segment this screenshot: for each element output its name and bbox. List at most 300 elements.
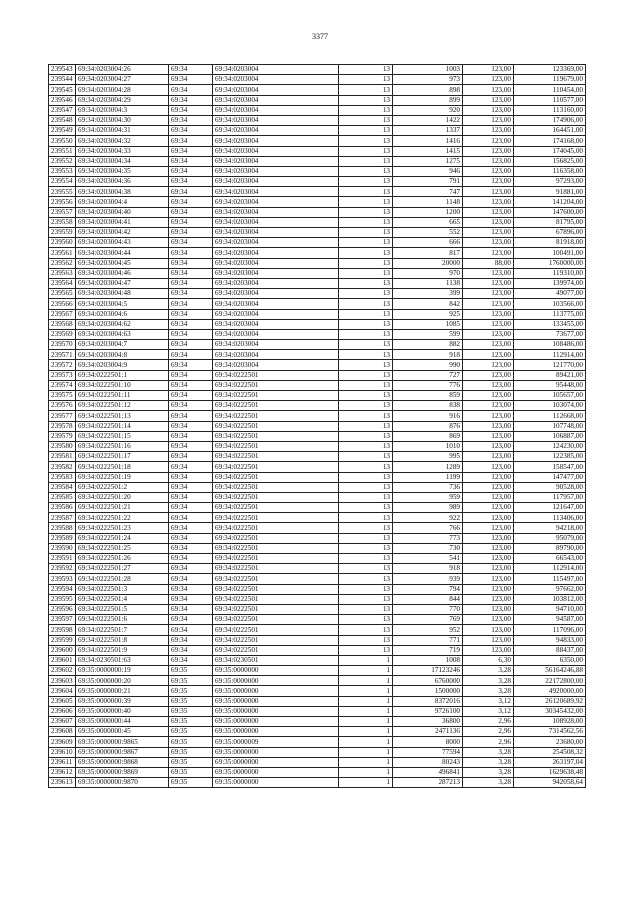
rate-cell: 123,00 bbox=[463, 523, 514, 533]
area-cell: 727 bbox=[393, 370, 463, 380]
cadastral-quarter-cell: 69:34:0222501 bbox=[213, 370, 339, 380]
cadastral-value-cell: 30345432,00 bbox=[514, 706, 586, 716]
cadastral-number-cell: 69:34:0222501:9 bbox=[76, 645, 169, 655]
rate-cell: 123,00 bbox=[463, 329, 514, 339]
cadastral-quarter-cell: 69:34:0203004 bbox=[213, 115, 339, 125]
cadastral-number-cell: 69:34:0203004:47 bbox=[76, 278, 169, 288]
area-cell: 719 bbox=[393, 645, 463, 655]
district-code-cell: 69:34 bbox=[169, 75, 213, 85]
district-code-cell: 69:34 bbox=[169, 391, 213, 401]
cadastral-number-cell: 69:35:0000000:20 bbox=[76, 676, 169, 686]
area-cell: 80243 bbox=[393, 757, 463, 767]
cadastral-number-cell: 69:34:0203004:3 bbox=[76, 105, 169, 115]
area-cell: 859 bbox=[393, 391, 463, 401]
cadastral-quarter-cell: 69:34:0222501 bbox=[213, 462, 339, 472]
table-row bbox=[49, 543, 586, 553]
category-cell: 13 bbox=[339, 625, 393, 635]
row-id-cell: 239555 bbox=[49, 187, 76, 197]
rate-cell: 2,96 bbox=[463, 717, 514, 727]
cadastral-value-cell: 26120689,92 bbox=[514, 696, 586, 706]
area-cell: 838 bbox=[393, 401, 463, 411]
cadastral-number-cell: 69:34:0203004:35 bbox=[76, 166, 169, 176]
district-code-cell: 69:34 bbox=[169, 482, 213, 492]
cadastral-value-cell: 81918,00 bbox=[514, 238, 586, 248]
category-cell: 13 bbox=[339, 615, 393, 625]
cadastral-number-cell: 69:34:0222501:5 bbox=[76, 604, 169, 614]
table-row bbox=[49, 197, 586, 207]
area-cell: 769 bbox=[393, 615, 463, 625]
rate-cell: 123,00 bbox=[463, 543, 514, 553]
rate-cell: 123,00 bbox=[463, 462, 514, 472]
district-code-cell: 69:34 bbox=[169, 197, 213, 207]
area-cell: 869 bbox=[393, 431, 463, 441]
rate-cell: 3,28 bbox=[463, 757, 514, 767]
cadastral-number-cell: 69:34:0222501:7 bbox=[76, 625, 169, 635]
row-id-cell: 239584 bbox=[49, 482, 76, 492]
cadastral-number-cell: 69:34:0203004:62 bbox=[76, 319, 169, 329]
cadastral-number-cell: 69:35:0000000:9867 bbox=[76, 747, 169, 757]
cadastral-quarter-cell: 69:35:0000000 bbox=[213, 727, 339, 737]
cadastral-quarter-cell: 69:34:0203004 bbox=[213, 350, 339, 360]
district-code-cell: 69:34 bbox=[169, 543, 213, 553]
cadastral-number-cell: 69:34:0222501:21 bbox=[76, 503, 169, 513]
district-code-cell: 69:34 bbox=[169, 604, 213, 614]
cadastral-value-cell: 147600,00 bbox=[514, 207, 586, 217]
cadastral-quarter-cell: 69:35:0000000 bbox=[213, 747, 339, 757]
cadastral-value-cell: 81795,00 bbox=[514, 217, 586, 227]
cadastral-quarter-cell: 69:34:0222501 bbox=[213, 543, 339, 553]
category-cell: 13 bbox=[339, 187, 393, 197]
area-cell: 973 bbox=[393, 75, 463, 85]
district-code-cell: 69:34 bbox=[169, 248, 213, 258]
area-cell: 995 bbox=[393, 452, 463, 462]
cadastral-number-cell: 69:34:0203004:8 bbox=[76, 350, 169, 360]
area-cell: 541 bbox=[393, 554, 463, 564]
cadastral-quarter-cell: 69:35:0000000 bbox=[213, 676, 339, 686]
cadastral-value-cell: 174906,00 bbox=[514, 115, 586, 125]
cadastral-quarter-cell: 69:35:0000000 bbox=[213, 767, 339, 777]
area-cell: 899 bbox=[393, 95, 463, 105]
cadastral-number-cell: 69:34:0222501:16 bbox=[76, 441, 169, 451]
cadastral-number-cell: 69:34:0222501:28 bbox=[76, 574, 169, 584]
rate-cell: 123,00 bbox=[463, 625, 514, 635]
cadastral-value-cell: 88437,00 bbox=[514, 645, 586, 655]
district-code-cell: 69:34 bbox=[169, 533, 213, 543]
cadastral-value-cell: 123369,00 bbox=[514, 65, 586, 75]
table-row bbox=[49, 564, 586, 574]
category-cell: 13 bbox=[339, 554, 393, 564]
cadastral-quarter-cell: 69:34:0222501 bbox=[213, 635, 339, 645]
cadastral-number-cell: 69:34:0222501:17 bbox=[76, 452, 169, 462]
cadastral-value-cell: 139974,00 bbox=[514, 278, 586, 288]
area-cell: 1085 bbox=[393, 319, 463, 329]
cadastral-number-cell: 69:34:0203004:32 bbox=[76, 136, 169, 146]
category-cell: 13 bbox=[339, 238, 393, 248]
rate-cell: 123,00 bbox=[463, 401, 514, 411]
cadastral-number-cell: 69:34:0222501:4 bbox=[76, 594, 169, 604]
district-code-cell: 69:34 bbox=[169, 299, 213, 309]
area-cell: 773 bbox=[393, 533, 463, 543]
area-cell: 6760000 bbox=[393, 676, 463, 686]
cadastral-quarter-cell: 69:34:0203004 bbox=[213, 217, 339, 227]
category-cell: 13 bbox=[339, 584, 393, 594]
area-cell: 876 bbox=[393, 421, 463, 431]
table-row bbox=[49, 401, 586, 411]
cadastral-value-cell: 113406,00 bbox=[514, 513, 586, 523]
category-cell: 13 bbox=[339, 594, 393, 604]
area-cell: 665 bbox=[393, 217, 463, 227]
rate-cell: 3,28 bbox=[463, 666, 514, 676]
cadastral-value-cell: 117096,00 bbox=[514, 625, 586, 635]
district-code-cell: 69:35 bbox=[169, 757, 213, 767]
rate-cell: 123,00 bbox=[463, 197, 514, 207]
cadastral-value-cell: 116358,00 bbox=[514, 166, 586, 176]
row-id-cell: 239604 bbox=[49, 686, 76, 696]
category-cell: 1 bbox=[339, 757, 393, 767]
row-id-cell: 239549 bbox=[49, 126, 76, 136]
row-id-cell: 239595 bbox=[49, 594, 76, 604]
cadastral-value-cell: 91881,00 bbox=[514, 187, 586, 197]
rate-cell: 3,28 bbox=[463, 676, 514, 686]
category-cell: 13 bbox=[339, 401, 393, 411]
cadastral-value-cell: 164451,00 bbox=[514, 126, 586, 136]
cadastral-number-cell: 69:34:0222501:18 bbox=[76, 462, 169, 472]
area-cell: 952 bbox=[393, 625, 463, 635]
area-cell: 77594 bbox=[393, 747, 463, 757]
category-cell: 13 bbox=[339, 503, 393, 513]
rate-cell: 123,00 bbox=[463, 156, 514, 166]
cadastral-number-cell: 69:34:0203004:31 bbox=[76, 126, 169, 136]
rate-cell: 3,28 bbox=[463, 778, 514, 788]
rate-cell: 123,00 bbox=[463, 115, 514, 125]
cadastral-quarter-cell: 69:34:0203004 bbox=[213, 340, 339, 350]
row-id-cell: 239554 bbox=[49, 177, 76, 187]
row-id-cell: 239573 bbox=[49, 370, 76, 380]
cadastral-number-cell: 69:34:0203004:30 bbox=[76, 115, 169, 125]
table-row bbox=[49, 248, 586, 258]
cadastral-quarter-cell: 69:35:0000000 bbox=[213, 706, 339, 716]
row-id-cell: 239559 bbox=[49, 228, 76, 238]
table-row bbox=[49, 503, 586, 513]
cadastral-quarter-cell: 69:35:0000009 bbox=[213, 737, 339, 747]
category-cell: 13 bbox=[339, 177, 393, 187]
category-cell: 13 bbox=[339, 75, 393, 85]
area-cell: 791 bbox=[393, 177, 463, 187]
district-code-cell: 69:35 bbox=[169, 676, 213, 686]
row-id-cell: 239597 bbox=[49, 615, 76, 625]
table-row bbox=[49, 380, 586, 390]
table-row bbox=[49, 696, 586, 706]
cadastral-value-cell: 103074,00 bbox=[514, 401, 586, 411]
table-row bbox=[49, 370, 586, 380]
cadastral-quarter-cell: 69:34:0203004 bbox=[213, 177, 339, 187]
area-cell: 918 bbox=[393, 564, 463, 574]
cadastral-value-cell: 122385,00 bbox=[514, 452, 586, 462]
cadastral-number-cell: 69:34:0203004:5 bbox=[76, 299, 169, 309]
cadastral-quarter-cell: 69:35:0000000 bbox=[213, 666, 339, 676]
row-id-cell: 239598 bbox=[49, 625, 76, 635]
category-cell: 13 bbox=[339, 197, 393, 207]
category-cell: 13 bbox=[339, 441, 393, 451]
row-id-cell: 239591 bbox=[49, 554, 76, 564]
cadastral-number-cell: 69:34:0203004:27 bbox=[76, 75, 169, 85]
row-id-cell: 239563 bbox=[49, 268, 76, 278]
district-code-cell: 69:35 bbox=[169, 747, 213, 757]
cadastral-quarter-cell: 69:34:0222501 bbox=[213, 625, 339, 635]
cadastral-number-cell: 69:34:0222501:20 bbox=[76, 492, 169, 502]
rate-cell: 2,96 bbox=[463, 737, 514, 747]
cadastral-value-cell: 97293,00 bbox=[514, 177, 586, 187]
cadastral-quarter-cell: 69:35:0000000 bbox=[213, 686, 339, 696]
category-cell: 13 bbox=[339, 604, 393, 614]
cadastral-value-cell: 263197,04 bbox=[514, 757, 586, 767]
cadastral-value-cell: 107748,00 bbox=[514, 421, 586, 431]
row-id-cell: 239593 bbox=[49, 574, 76, 584]
area-cell: 8372016 bbox=[393, 696, 463, 706]
table-row bbox=[49, 676, 586, 686]
row-id-cell: 239576 bbox=[49, 401, 76, 411]
cadastral-number-cell: 69:34:0203004:28 bbox=[76, 85, 169, 95]
district-code-cell: 69:34 bbox=[169, 156, 213, 166]
row-id-cell: 239560 bbox=[49, 238, 76, 248]
category-cell: 13 bbox=[339, 543, 393, 553]
district-code-cell: 69:34 bbox=[169, 401, 213, 411]
rate-cell: 123,00 bbox=[463, 482, 514, 492]
table-row bbox=[49, 95, 586, 105]
category-cell: 13 bbox=[339, 421, 393, 431]
cadastral-value-cell: 113160,00 bbox=[514, 105, 586, 115]
area-cell: 20000 bbox=[393, 258, 463, 268]
cadastral-quarter-cell: 69:34:0222501 bbox=[213, 615, 339, 625]
table-row bbox=[49, 187, 586, 197]
area-cell: 8000 bbox=[393, 737, 463, 747]
category-cell: 13 bbox=[339, 391, 393, 401]
cadastral-number-cell: 69:34:0222501:3 bbox=[76, 584, 169, 594]
cadastral-value-cell: 94587,00 bbox=[514, 615, 586, 625]
category-cell: 13 bbox=[339, 452, 393, 462]
row-id-cell: 239599 bbox=[49, 635, 76, 645]
district-code-cell: 69:34 bbox=[169, 441, 213, 451]
rate-cell: 123,00 bbox=[463, 533, 514, 543]
row-id-cell: 239610 bbox=[49, 747, 76, 757]
row-id-cell: 239552 bbox=[49, 156, 76, 166]
rate-cell: 123,00 bbox=[463, 95, 514, 105]
table-row bbox=[49, 258, 586, 268]
cadastral-value-cell: 89421,00 bbox=[514, 370, 586, 380]
category-cell: 13 bbox=[339, 482, 393, 492]
row-id-cell: 239551 bbox=[49, 146, 76, 156]
rate-cell: 123,00 bbox=[463, 248, 514, 258]
table-row bbox=[49, 767, 586, 777]
rate-cell: 123,00 bbox=[463, 370, 514, 380]
cadastral-quarter-cell: 69:34:0203004 bbox=[213, 299, 339, 309]
rate-cell: 123,00 bbox=[463, 75, 514, 85]
district-code-cell: 69:34 bbox=[169, 645, 213, 655]
rate-cell: 123,00 bbox=[463, 187, 514, 197]
rate-cell: 123,00 bbox=[463, 268, 514, 278]
row-id-cell: 239578 bbox=[49, 421, 76, 431]
category-cell: 13 bbox=[339, 228, 393, 238]
area-cell: 2471136 bbox=[393, 727, 463, 737]
rate-cell: 123,00 bbox=[463, 615, 514, 625]
district-code-cell: 69:35 bbox=[169, 666, 213, 676]
category-cell: 13 bbox=[339, 319, 393, 329]
table-row bbox=[49, 666, 586, 676]
table-row bbox=[49, 136, 586, 146]
table-row bbox=[49, 727, 586, 737]
rate-cell: 123,00 bbox=[463, 513, 514, 523]
cadastral-value-cell: 112914,00 bbox=[514, 350, 586, 360]
row-id-cell: 239575 bbox=[49, 391, 76, 401]
area-cell: 730 bbox=[393, 543, 463, 553]
row-id-cell: 239574 bbox=[49, 380, 76, 390]
table-row bbox=[49, 533, 586, 543]
cadastral-quarter-cell: 69:34:0203004 bbox=[213, 146, 339, 156]
table-row bbox=[49, 85, 586, 95]
row-id-cell: 239608 bbox=[49, 727, 76, 737]
rate-cell: 3,12 bbox=[463, 696, 514, 706]
district-code-cell: 69:34 bbox=[169, 126, 213, 136]
cadastral-number-cell: 69:34:0222501:6 bbox=[76, 615, 169, 625]
cadastral-number-cell: 69:34:0203004:45 bbox=[76, 258, 169, 268]
table-row bbox=[49, 778, 586, 788]
row-id-cell: 239588 bbox=[49, 523, 76, 533]
area-cell: 287213 bbox=[393, 778, 463, 788]
rate-cell: 123,00 bbox=[463, 594, 514, 604]
rate-cell: 123,00 bbox=[463, 207, 514, 217]
table-row bbox=[49, 574, 586, 584]
category-cell: 1 bbox=[339, 737, 393, 747]
row-id-cell: 239587 bbox=[49, 513, 76, 523]
cadastral-number-cell: 69:34:0203004:36 bbox=[76, 177, 169, 187]
district-code-cell: 69:34 bbox=[169, 319, 213, 329]
table-row bbox=[49, 706, 586, 716]
cadastral-value-cell: 174168,00 bbox=[514, 136, 586, 146]
row-id-cell: 239572 bbox=[49, 360, 76, 370]
cadastral-value-cell: 112914,00 bbox=[514, 564, 586, 574]
cadastral-value-cell: 97662,00 bbox=[514, 584, 586, 594]
table-row bbox=[49, 115, 586, 125]
rate-cell: 123,00 bbox=[463, 421, 514, 431]
cadastral-quarter-cell: 69:34:0203004 bbox=[213, 187, 339, 197]
category-cell: 13 bbox=[339, 268, 393, 278]
rate-cell: 2,96 bbox=[463, 727, 514, 737]
district-code-cell: 69:34 bbox=[169, 452, 213, 462]
table-row bbox=[49, 513, 586, 523]
district-code-cell: 69:34 bbox=[169, 380, 213, 390]
rate-cell: 123,00 bbox=[463, 309, 514, 319]
rate-cell: 123,00 bbox=[463, 503, 514, 513]
row-id-cell: 239564 bbox=[49, 278, 76, 288]
table-row bbox=[49, 126, 586, 136]
district-code-cell: 69:34 bbox=[169, 594, 213, 604]
category-cell: 13 bbox=[339, 431, 393, 441]
rate-cell: 123,00 bbox=[463, 238, 514, 248]
cadastral-value-cell: 106887,00 bbox=[514, 431, 586, 441]
area-cell: 844 bbox=[393, 594, 463, 604]
row-id-cell: 239568 bbox=[49, 319, 76, 329]
rate-cell: 3,28 bbox=[463, 747, 514, 757]
rate-cell: 123,00 bbox=[463, 340, 514, 350]
table-row bbox=[49, 289, 586, 299]
category-cell: 1 bbox=[339, 706, 393, 716]
table-body bbox=[49, 65, 586, 788]
category-cell: 1 bbox=[339, 686, 393, 696]
cadastral-quarter-cell: 69:34:0222501 bbox=[213, 523, 339, 533]
rate-cell: 123,00 bbox=[463, 319, 514, 329]
area-cell: 882 bbox=[393, 340, 463, 350]
district-code-cell: 69:34 bbox=[169, 187, 213, 197]
rate-cell: 123,00 bbox=[463, 411, 514, 421]
cadastral-number-cell: 69:35:0000000:45 bbox=[76, 727, 169, 737]
table-row bbox=[49, 217, 586, 227]
row-id-cell: 239589 bbox=[49, 533, 76, 543]
cadastral-quarter-cell: 69:34:0203004 bbox=[213, 85, 339, 95]
cadastral-quarter-cell: 69:34:0203004 bbox=[213, 248, 339, 258]
row-id-cell: 239581 bbox=[49, 452, 76, 462]
cadastral-value-cell: 103566,00 bbox=[514, 299, 586, 309]
cadastral-value-cell: 94833,00 bbox=[514, 635, 586, 645]
cadastral-quarter-cell: 69:34:0222501 bbox=[213, 604, 339, 614]
cadastral-value-cell: 942058,64 bbox=[514, 778, 586, 788]
cadastral-value-cell: 254508,32 bbox=[514, 747, 586, 757]
category-cell: 13 bbox=[339, 95, 393, 105]
row-id-cell: 239590 bbox=[49, 543, 76, 553]
cadastral-value-cell: 110577,00 bbox=[514, 95, 586, 105]
category-cell: 13 bbox=[339, 207, 393, 217]
category-cell: 13 bbox=[339, 492, 393, 502]
district-code-cell: 69:34 bbox=[169, 492, 213, 502]
table-row bbox=[49, 207, 586, 217]
row-id-cell: 239611 bbox=[49, 757, 76, 767]
area-cell: 1415 bbox=[393, 146, 463, 156]
category-cell: 1 bbox=[339, 717, 393, 727]
district-code-cell: 69:34 bbox=[169, 462, 213, 472]
row-id-cell: 239567 bbox=[49, 309, 76, 319]
category-cell: 1 bbox=[339, 767, 393, 777]
cadastral-quarter-cell: 69:34:0203004 bbox=[213, 278, 339, 288]
district-code-cell: 69:34 bbox=[169, 513, 213, 523]
row-id-cell: 239570 bbox=[49, 340, 76, 350]
cadastral-number-cell: 69:34:0203004:33 bbox=[76, 146, 169, 156]
area-cell: 1199 bbox=[393, 472, 463, 482]
area-cell: 970 bbox=[393, 268, 463, 278]
cadastral-value-cell: 4920000,00 bbox=[514, 686, 586, 696]
row-id-cell: 239603 bbox=[49, 676, 76, 686]
row-id-cell: 239579 bbox=[49, 431, 76, 441]
cadastral-value-cell: 119310,00 bbox=[514, 268, 586, 278]
cadastral-quarter-cell: 69:34:0203004 bbox=[213, 75, 339, 85]
area-cell: 9726100 bbox=[393, 706, 463, 716]
page-number: 3377 bbox=[312, 32, 328, 41]
cadastral-quarter-cell: 69:34:0203004 bbox=[213, 65, 339, 75]
rate-cell: 123,00 bbox=[463, 177, 514, 187]
category-cell: 1 bbox=[339, 696, 393, 706]
area-cell: 766 bbox=[393, 523, 463, 533]
cadastral-value-cell: 94710,00 bbox=[514, 604, 586, 614]
cadastral-number-cell: 69:34:0203004:48 bbox=[76, 289, 169, 299]
area-cell: 736 bbox=[393, 482, 463, 492]
rate-cell: 123,00 bbox=[463, 380, 514, 390]
area-cell: 898 bbox=[393, 85, 463, 95]
cadastral-value-cell: 147477,00 bbox=[514, 472, 586, 482]
cadastral-number-cell: 69:34:0222501:11 bbox=[76, 391, 169, 401]
row-id-cell: 239596 bbox=[49, 604, 76, 614]
area-cell: 1500000 bbox=[393, 686, 463, 696]
table-row bbox=[49, 747, 586, 757]
cadastral-quarter-cell: 69:34:0203004 bbox=[213, 329, 339, 339]
area-cell: 989 bbox=[393, 503, 463, 513]
